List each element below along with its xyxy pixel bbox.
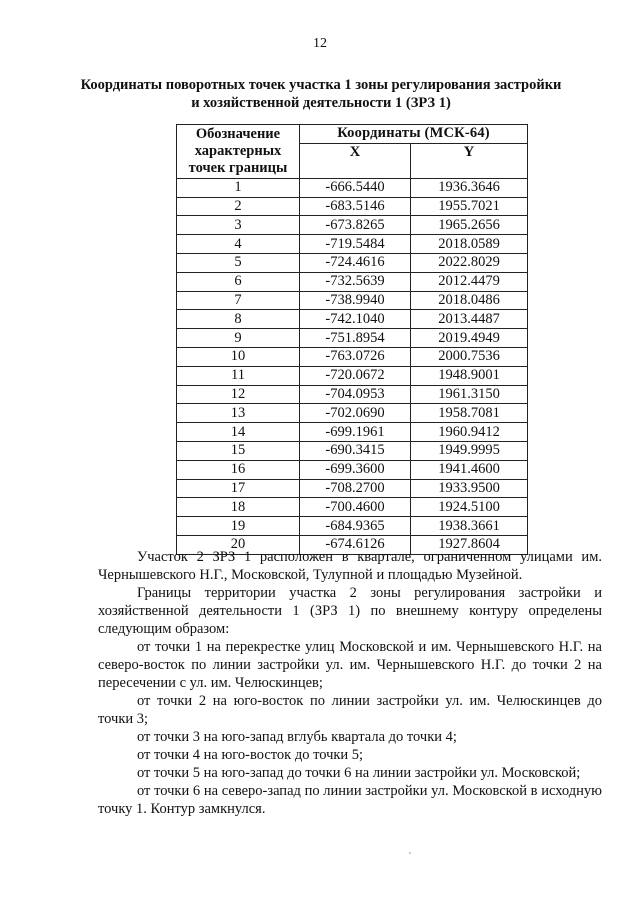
table-row xyxy=(177,366,528,385)
point-number-cell: 19 xyxy=(177,517,300,536)
x-coordinate-cell: -704.0953 xyxy=(300,385,411,404)
point-number-cell: 12 xyxy=(177,385,300,404)
point-number-cell: 1 xyxy=(177,178,300,197)
table-row xyxy=(177,385,528,404)
point-number-cell: 6 xyxy=(177,272,300,291)
point-number-cell: 20 xyxy=(177,535,300,554)
y-coordinate-cell: 2019.4949 xyxy=(411,329,528,348)
heading-line-1: Координаты поворотных точек участка 1 зоны регулирования застройки xyxy=(80,77,562,93)
x-coordinate-cell: -719.5484 xyxy=(300,235,411,254)
header-coordinates: Координаты (МСК-64) xyxy=(300,125,528,144)
scan-speck xyxy=(409,852,411,854)
y-coordinate-cell: 1958.7081 xyxy=(411,404,528,423)
y-coordinate-cell: 1927.8604 xyxy=(411,535,528,554)
x-coordinate-cell: -699.3600 xyxy=(300,460,411,479)
y-coordinate-cell: 2013.4487 xyxy=(411,310,528,329)
y-coordinate-cell: 1965.2656 xyxy=(411,216,528,235)
x-coordinate-cell: -666.5440 xyxy=(300,178,411,197)
x-coordinate-cell: -720.0672 xyxy=(300,366,411,385)
table-row xyxy=(177,498,528,517)
x-coordinate-cell: -742.1040 xyxy=(300,310,411,329)
y-coordinate-cell: 2018.0589 xyxy=(411,235,528,254)
table-row xyxy=(177,441,528,460)
point-number-cell: 2 xyxy=(177,197,300,216)
point-number-cell: 11 xyxy=(177,366,300,385)
paragraph: Границы территории участка 2 зоны регулирования застройки и хозяйственной деятельности 1 (ЗРЗ 1) по внешнему контуру определены следующим образом: xyxy=(98,585,602,637)
table-row xyxy=(177,272,528,291)
table-row xyxy=(177,310,528,329)
paragraph: Участок 2 ЗРЗ 1 расположен в квартале, ограниченном улицами им. Чернышевского Н.Г., Московской, Тулупной и площадью Музейной. xyxy=(98,549,602,583)
paragraph: от точки 6 на северо-запад по линии застройки ул. Московской в исходную точку 1. Контур замкнулся. xyxy=(98,783,602,817)
y-coordinate-cell: 1960.9412 xyxy=(411,423,528,442)
table-row xyxy=(177,347,528,366)
point-number-cell: 7 xyxy=(177,291,300,310)
y-coordinate-cell: 1948.9001 xyxy=(411,366,528,385)
point-number-cell: 14 xyxy=(177,423,300,442)
heading-line-2: и хозяйственной деятельности 1 (ЗРЗ 1) xyxy=(191,95,451,111)
page-number: 12 xyxy=(313,36,327,51)
x-coordinate-cell: -751.8954 xyxy=(300,329,411,348)
paragraph: от точки 5 на юго-запад до точки 6 на линии застройки ул. Московской; xyxy=(137,765,581,781)
table-row xyxy=(177,460,528,479)
point-number-cell: 15 xyxy=(177,441,300,460)
x-coordinate-cell: -690.3415 xyxy=(300,441,411,460)
paragraph: от точки 2 на юго-восток по линии застройки ул. им. Челюскинцев до точки 3; xyxy=(98,693,602,727)
y-coordinate-cell: 1961.3150 xyxy=(411,385,528,404)
y-coordinate-cell: 1949.9995 xyxy=(411,441,528,460)
table-row xyxy=(177,216,528,235)
header-designation: Обозначение характерных точек границы xyxy=(177,125,300,179)
x-coordinate-cell: -708.2700 xyxy=(300,479,411,498)
paragraph: от точки 1 на перекрестке улиц Московской и им. Чернышевского Н.Г. на северо-восток по линии застройки ул. им. Чернышевского Н.Г. до точки 2 на пересечении с ул. им. Челюскинцев; xyxy=(98,639,602,691)
x-coordinate-cell: -724.4616 xyxy=(300,253,411,272)
y-coordinate-cell: 1955.7021 xyxy=(411,197,528,216)
table-row xyxy=(177,235,528,254)
y-coordinate-cell: 1941.4600 xyxy=(411,460,528,479)
point-number-cell: 10 xyxy=(177,347,300,366)
point-number-cell: 3 xyxy=(177,216,300,235)
x-coordinate-cell: -700.4600 xyxy=(300,498,411,517)
point-number-cell: 8 xyxy=(177,310,300,329)
description-text xyxy=(98,548,602,818)
point-number-cell: 17 xyxy=(177,479,300,498)
coordinates-table xyxy=(176,124,528,555)
x-coordinate-cell: -684.9365 xyxy=(300,517,411,536)
x-coordinate-cell: -699.1961 xyxy=(300,423,411,442)
y-coordinate-cell: 2018.0486 xyxy=(411,291,528,310)
header-y: Y xyxy=(411,143,528,178)
y-coordinate-cell: 1924.5100 xyxy=(411,498,528,517)
table-row xyxy=(177,178,528,197)
x-coordinate-cell: -683.5146 xyxy=(300,197,411,216)
y-coordinate-cell: 2012.4479 xyxy=(411,272,528,291)
point-number-cell: 13 xyxy=(177,404,300,423)
coordinates-rows xyxy=(177,178,528,554)
y-coordinate-cell: 2000.7536 xyxy=(411,347,528,366)
table-row xyxy=(177,517,528,536)
x-coordinate-cell: -674.6126 xyxy=(300,535,411,554)
point-number-cell: 18 xyxy=(177,498,300,517)
paragraph: от точки 4 на юго-восток до точки 5; xyxy=(137,747,364,763)
point-number-cell: 9 xyxy=(177,329,300,348)
y-coordinate-cell: 1938.3661 xyxy=(411,517,528,536)
y-coordinate-cell: 1933.9500 xyxy=(411,479,528,498)
table-row xyxy=(177,291,528,310)
table-row xyxy=(177,423,528,442)
x-coordinate-cell: -738.9940 xyxy=(300,291,411,310)
table-row xyxy=(177,479,528,498)
point-number-cell: 5 xyxy=(177,253,300,272)
x-coordinate-cell: -732.5639 xyxy=(300,272,411,291)
paragraph: от точки 3 на юго-запад вглубь квартала до точки 4; xyxy=(137,729,457,745)
table-heading xyxy=(60,76,582,112)
y-coordinate-cell: 1936.3646 xyxy=(411,178,528,197)
table-row xyxy=(177,253,528,272)
header-x: X xyxy=(300,143,411,178)
table-row xyxy=(177,404,528,423)
point-number-cell: 16 xyxy=(177,460,300,479)
table-row xyxy=(177,329,528,348)
x-coordinate-cell: -673.8265 xyxy=(300,216,411,235)
x-coordinate-cell: -702.0690 xyxy=(300,404,411,423)
point-number-cell: 4 xyxy=(177,235,300,254)
y-coordinate-cell: 2022.8029 xyxy=(411,253,528,272)
x-coordinate-cell: -763.0726 xyxy=(300,347,411,366)
table-row xyxy=(177,197,528,216)
